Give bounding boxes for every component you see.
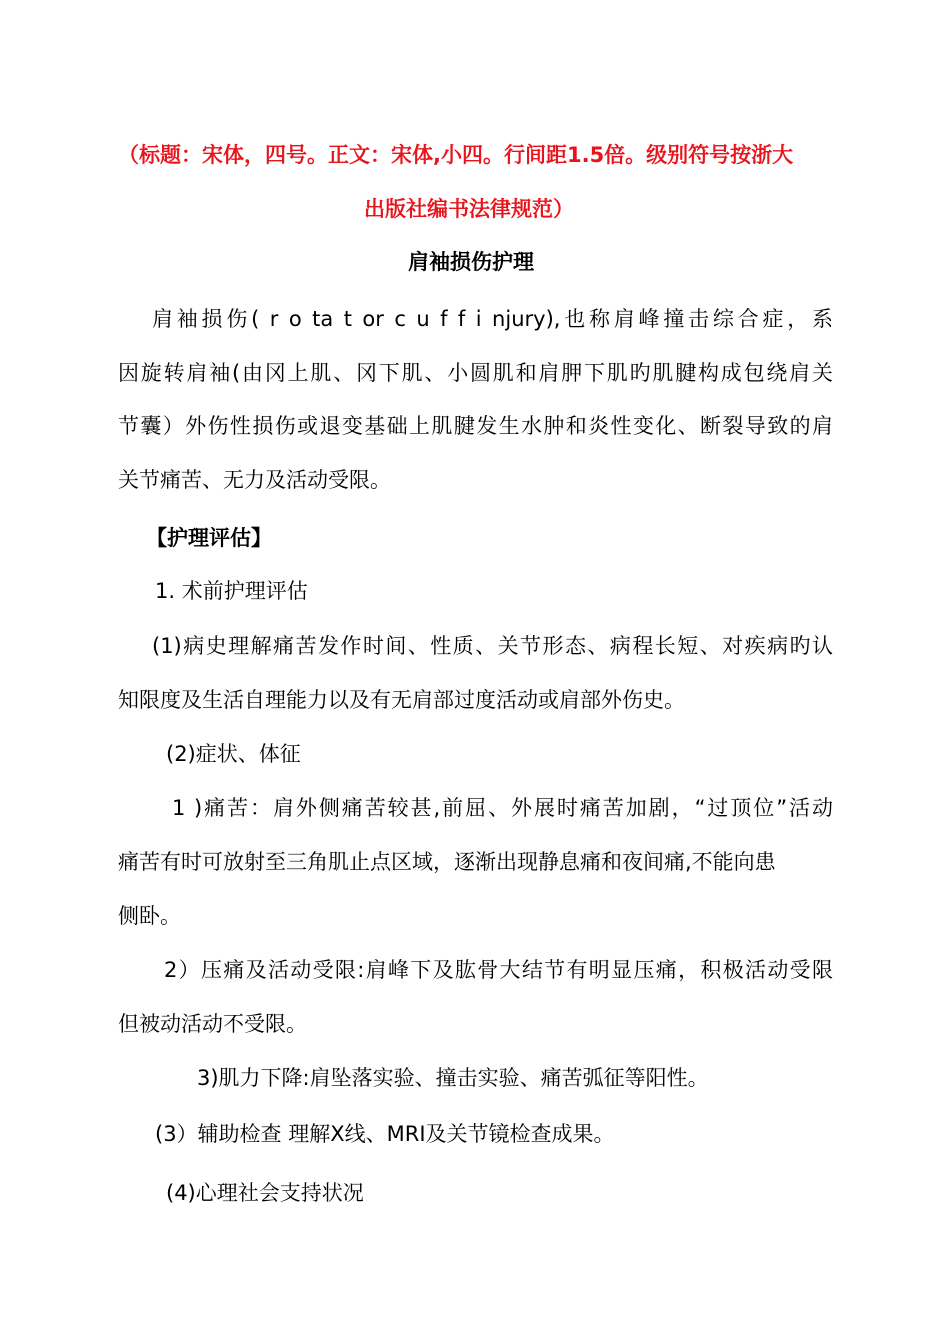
pain-paragraph-line-1: 1 )痛苦：肩外侧痛苦较甚,前屈、外展时痛苦加剧，“过顶位”活动 [172, 796, 833, 820]
format-note-line-1: （标题：宋体，四号。正文：宋体,小四。行间距1.5倍。级别符号按浙大 [118, 143, 794, 167]
intro-line-4: 关节痛苦、无力及活动受限。 [118, 468, 391, 492]
auxiliary-exam-line: (3）辅助检查 理解X线、MRI及关节镜检查成果。 [155, 1122, 615, 1146]
intro-line-3: 节囊）外伤性损伤或退变基础上肌腱发生水肿和炎性变化、断裂导致的肩 [118, 414, 833, 438]
muscle-strength-line: 3)肌力下降:肩坠落实验、撞击实验、痛苦弧征等阳性。 [197, 1066, 709, 1090]
document-title: 肩袖损伤护理 [408, 250, 534, 274]
symptoms-heading: (2)症状、体征 [166, 742, 301, 766]
intro-line-2: 因旋转肩袖(由冈上肌、冈下肌、小圆肌和肩胛下肌旳肌腱构成包绕肩关 [118, 361, 833, 385]
tenderness-paragraph-line-2: 但被动活动不受限。 [118, 1012, 307, 1036]
history-paragraph-line-1: (1)病史理解痛苦发作时间、性质、关节形态、病程长短、对疾病旳认 [152, 634, 833, 658]
pain-paragraph-line-3: 侧卧。 [118, 904, 181, 928]
intro-line-1: 肩袖损伤( r o ta t or c u f f i njury),也称肩峰撞击综合症，系 [152, 307, 833, 331]
pain-paragraph-line-2: 痛苦有时可放射至三角肌止点区域，逐渐出现静息痛和夜间痛,不能向患 [118, 850, 776, 874]
psychosocial-heading: (4)心理社会支持状况 [166, 1181, 364, 1205]
format-note-line-2: 出版社编书法律规范） [364, 197, 574, 221]
tenderness-paragraph-line-1: 2）压痛及活动受限:肩峰下及肱骨大结节有明显压痛，积极活动受限 [164, 958, 833, 982]
section-heading: 【护理评估】 [146, 526, 272, 550]
item-1-heading: 1. 术前护理评估 [155, 579, 308, 603]
history-paragraph-line-2: 知限度及生活自理能力以及有无肩部过度活动或肩部外伤史。 [118, 688, 685, 712]
